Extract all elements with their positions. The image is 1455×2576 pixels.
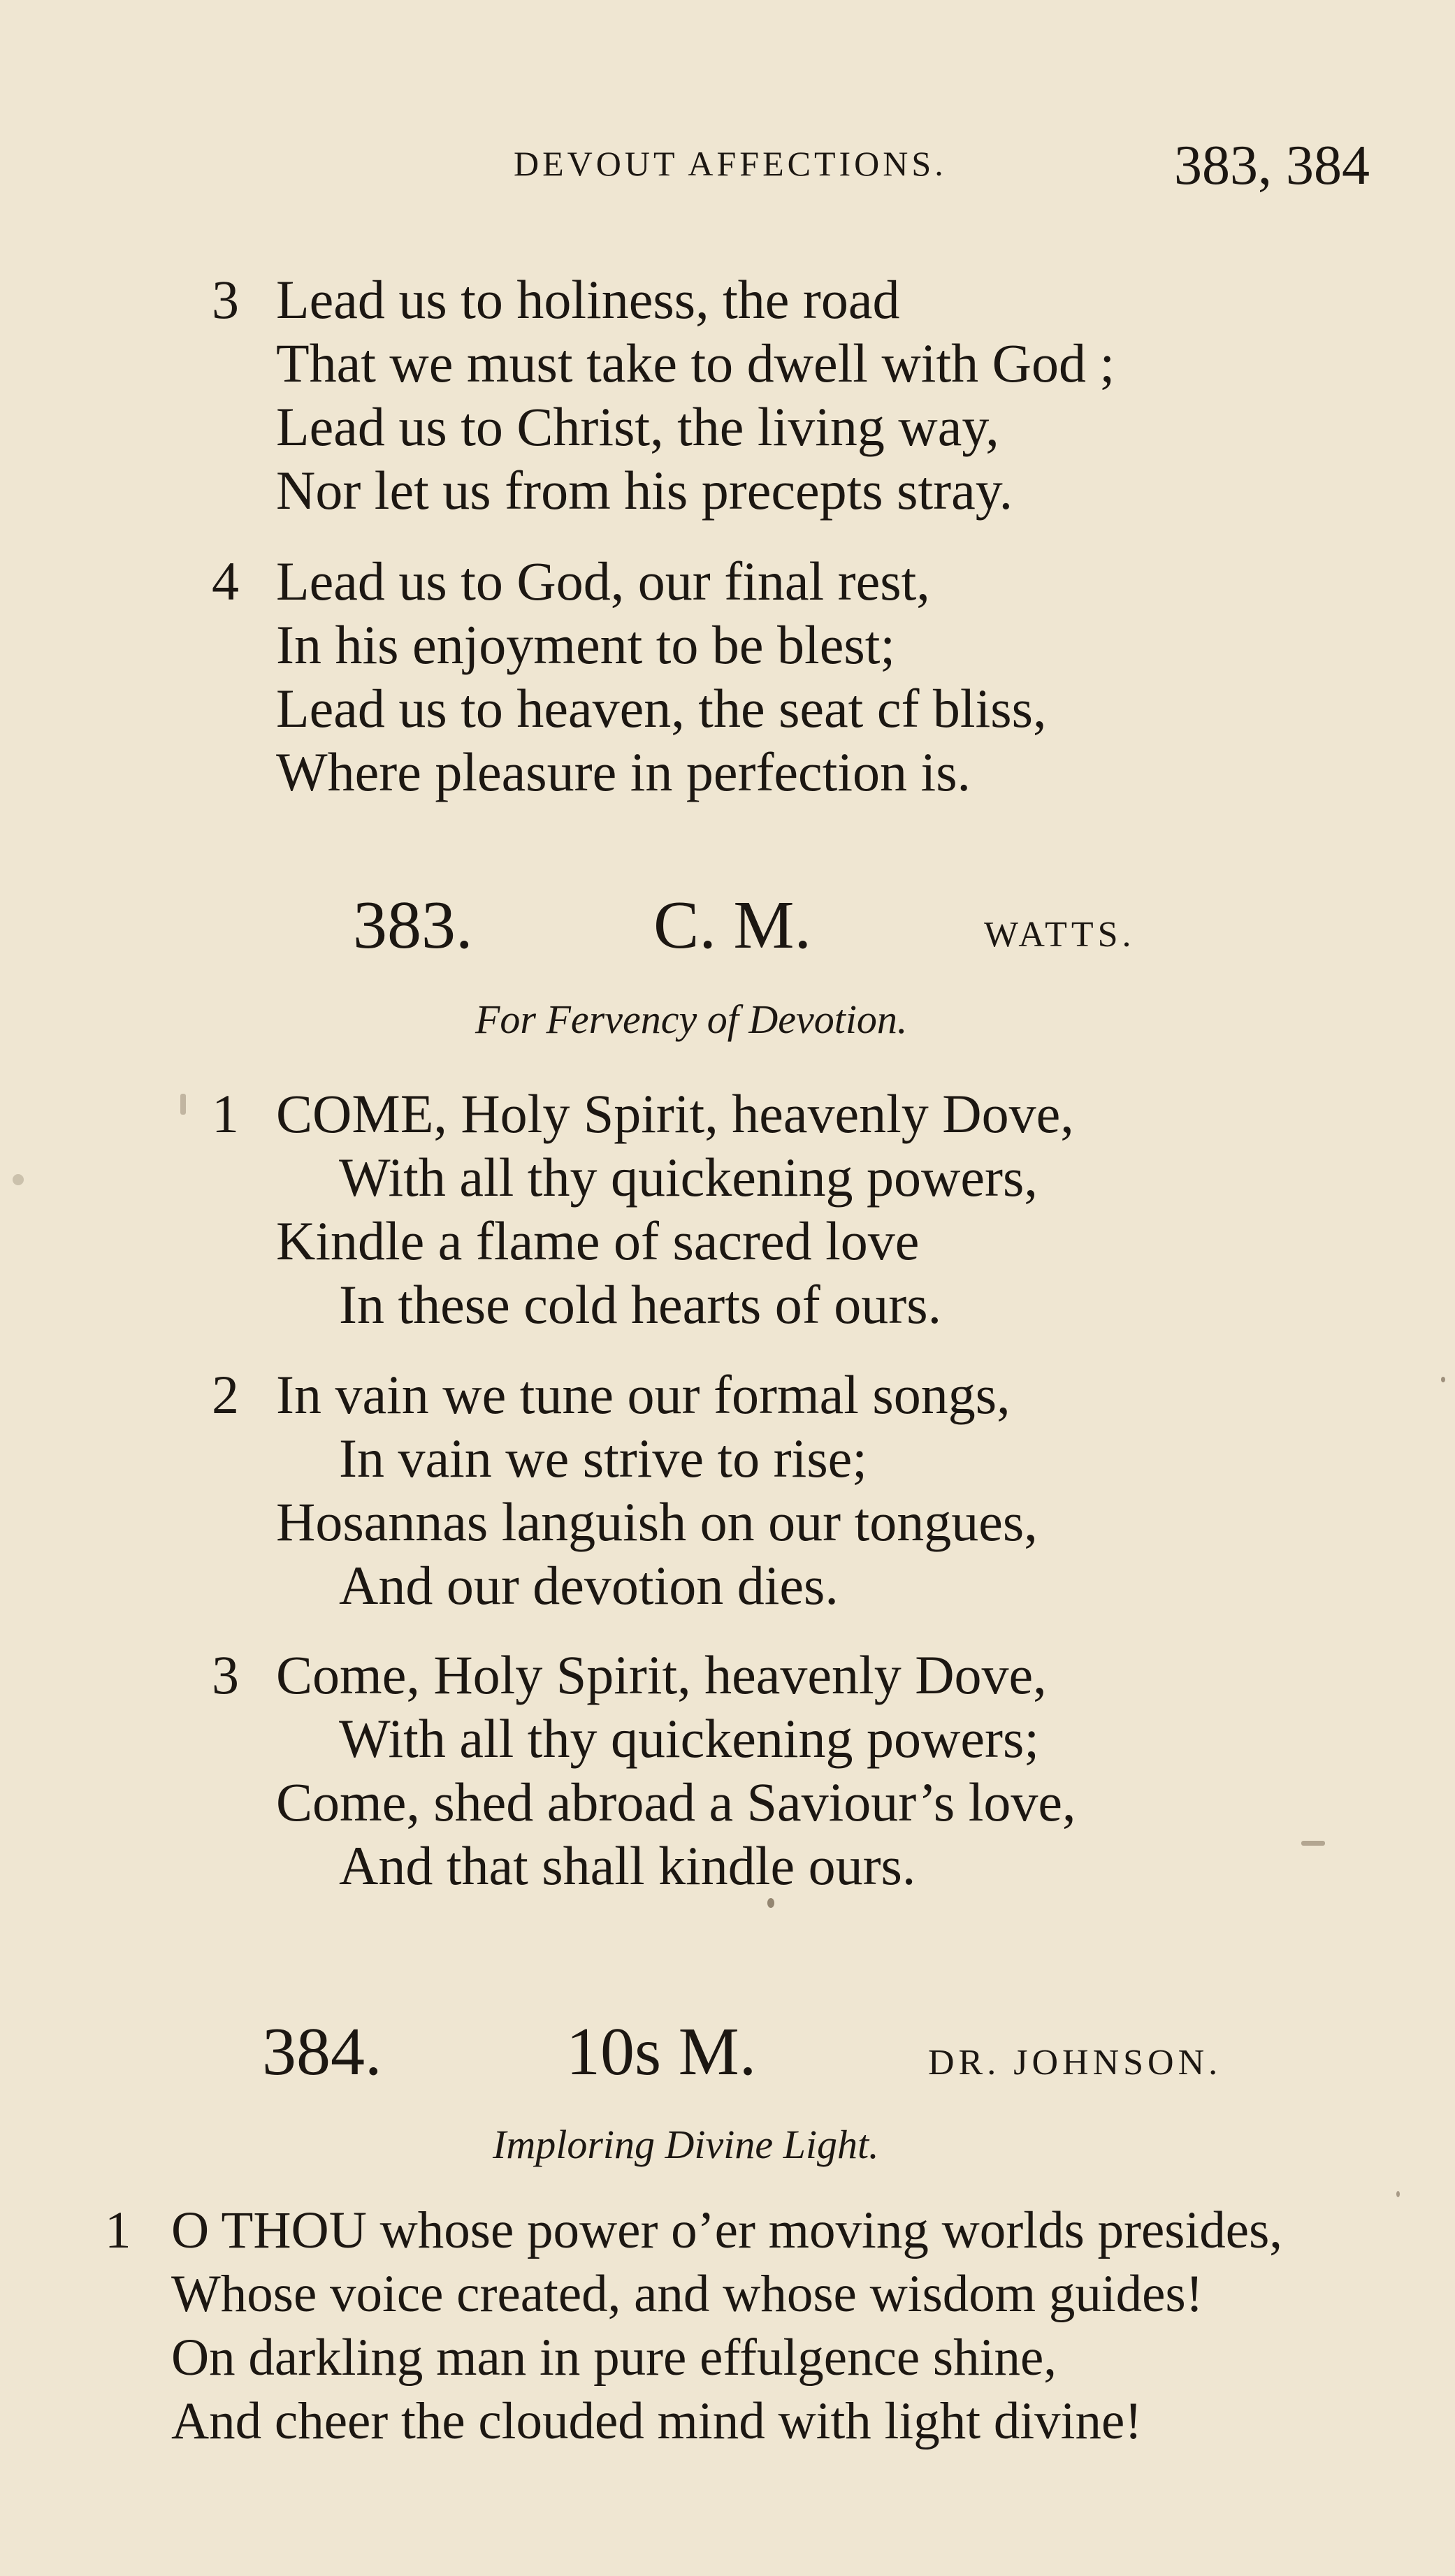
stanza-number: 1: [212, 1083, 239, 1144]
stanza-number: 4: [212, 551, 239, 612]
continued-stanza-3: [212, 268, 1115, 522]
hymn-384-number: 384.: [262, 2014, 382, 2090]
hymn-383-stanza-2: [212, 1363, 1038, 1617]
verse-line: With all thy quickening powers,: [339, 1147, 1038, 1208]
hymn-383-subtitle: For Fervency of Devotion.: [475, 997, 908, 1042]
verse-line: In vain we strive to rise;: [339, 1428, 867, 1489]
continued-stanza-4: [212, 549, 1047, 804]
hymn-383-stanza-3: [212, 1643, 1076, 1897]
verse-line: On darkling man in pure effulgence shine,: [171, 2329, 1057, 2387]
running-title: DEVOUT AFFECTIONS.: [514, 144, 947, 183]
paper-speck: [13, 1174, 24, 1185]
verse-line: In these cold hearts of ours.: [339, 1274, 942, 1335]
verse-line: O THOU whose power o’er moving worlds presides,: [171, 2201, 1283, 2259]
verse-line: Lead us to heaven, the seat cf bliss,: [276, 678, 1047, 739]
verse-line: COME, Holy Spirit, heavenly Dove,: [276, 1083, 1074, 1144]
hymn-384-stanza-1: [105, 2199, 1283, 2453]
verse-line: That we must take to dwell with God ;: [276, 333, 1115, 393]
hymn-383-meter: C. M.: [653, 888, 812, 963]
stanza-number: 3: [212, 1644, 239, 1705]
hymn-383-number: 383.: [353, 888, 473, 963]
stanza-number: 1: [105, 2201, 131, 2259]
paper-speck: [1396, 2191, 1400, 2197]
hymn-384-subtitle: Imploring Divine Light.: [493, 2122, 879, 2167]
verse-line: And that shall kindle ours.: [339, 1835, 916, 1896]
stanza-number: 2: [212, 1364, 239, 1425]
verse-line: Lead us to holiness, the road: [276, 269, 900, 330]
verse-line: Hosannas languish on our tongues,: [276, 1491, 1038, 1552]
paper-speck: [767, 1898, 774, 1908]
paper-speck: [180, 1094, 186, 1115]
paper-speck: [1301, 1841, 1325, 1846]
verse-line: In his enjoyment to be blest;: [276, 614, 896, 675]
stanza-number: 3: [212, 269, 239, 330]
paper-speck: [1441, 1377, 1445, 1382]
verse-line: Lead us to Christ, the living way,: [276, 396, 999, 457]
hymn-383-author: WATTS.: [984, 915, 1136, 955]
verse-line: Kindle a flame of sacred love: [276, 1210, 920, 1271]
verse-line: Come, Holy Spirit, heavenly Dove,: [276, 1644, 1047, 1705]
verse-line: Nor let us from his precepts stray.: [276, 460, 1013, 521]
hymn-384-author: DR. JOHNSON.: [928, 2043, 1222, 2083]
verse-line: In vain we tune our formal songs,: [276, 1364, 1011, 1425]
verse-line: Whose voice created, and whose wisdom guides!: [171, 2265, 1203, 2323]
hymn-383-stanza-1: [212, 1082, 1074, 1336]
verse-line: Where pleasure in perfection is.: [276, 741, 971, 802]
verse-line: And cheer the clouded mind with light divine!: [171, 2392, 1143, 2450]
verse-line: Lead us to God, our final rest,: [276, 551, 930, 612]
verse-line: And our devotion dies.: [339, 1555, 839, 1616]
verse-line: Come, shed abroad a Saviour’s love,: [276, 1772, 1076, 1832]
verse-line: With all thy quickening powers;: [339, 1708, 1040, 1769]
page-numbers: 383, 384: [1174, 135, 1370, 196]
hymn-384-meter: 10s M.: [566, 2014, 757, 2090]
